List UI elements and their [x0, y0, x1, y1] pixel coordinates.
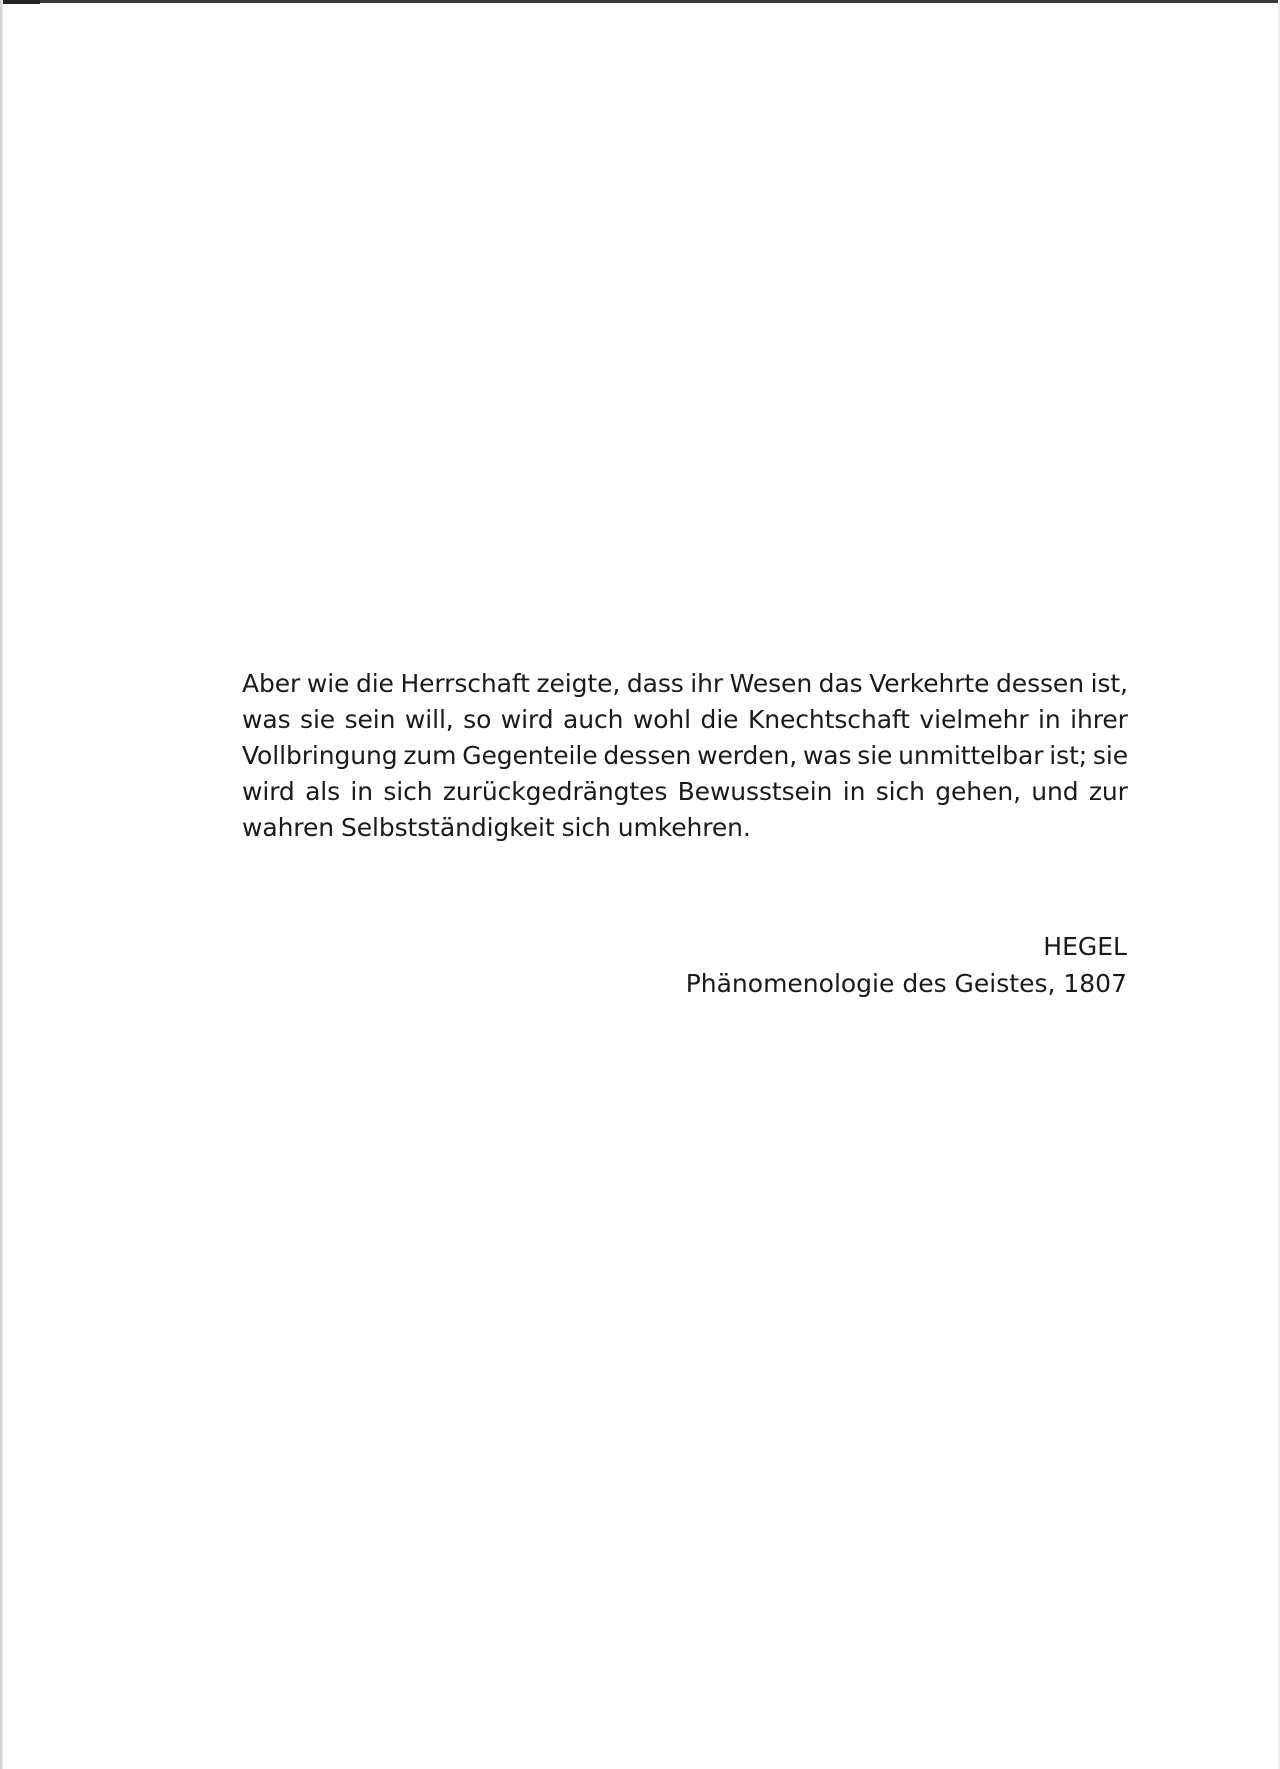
quote-word: sie: [1092, 741, 1128, 770]
quote-line: [242, 774, 1128, 810]
quote-word: was: [242, 705, 291, 734]
quote-word: wohl: [632, 705, 692, 734]
quote-word: zur: [1088, 777, 1128, 806]
quote-word: dessen: [996, 669, 1084, 698]
quote-word: ihr: [690, 669, 724, 698]
quote-word: die: [700, 705, 739, 734]
quote-word: in: [1038, 705, 1061, 734]
quote-word: gehen,: [935, 777, 1021, 806]
source-work: Phänomenologie des Geistes, 1807: [685, 969, 1127, 998]
quote-word: Knechtschaft: [747, 705, 910, 734]
quote-line: [242, 702, 1128, 738]
quote-word: werden,: [697, 741, 798, 770]
quote-word: sich: [561, 813, 611, 842]
quote-word: zum: [403, 741, 457, 770]
quote-word: wahren: [242, 813, 334, 842]
quote-word: will,: [404, 705, 454, 734]
quote-word: Verkehrte: [869, 669, 990, 698]
quote-word: in: [350, 777, 374, 806]
quote-word: so: [463, 705, 492, 734]
quote-line: [242, 666, 1128, 702]
quote-word: unmittelbar: [898, 741, 1044, 770]
quote-word: Aber: [242, 669, 301, 698]
quote-word: dessen: [603, 741, 692, 770]
quote-word: wird: [500, 705, 554, 734]
quote-word: Wesen: [729, 669, 813, 698]
left-page-edge: [0, 0, 3, 1769]
quote-word: Vollbringung: [242, 741, 398, 770]
top-edge-rule: [0, 0, 1280, 3]
top-edge-mark: [0, 0, 40, 4]
quote-word: Bewusstsein: [677, 777, 833, 806]
quote-word: sie: [300, 705, 336, 734]
quote-word: zurückgedrängtes: [442, 777, 668, 806]
quote-word: ist;: [1049, 741, 1088, 770]
quote-word: Herrschaft: [400, 669, 530, 698]
quote-word: Selbstständigkeit: [340, 813, 555, 842]
quote-attribution: [686, 928, 1127, 1002]
epigraph-quote: [242, 666, 1128, 846]
author-name: HEGEL: [1043, 932, 1127, 961]
quote-word: Gegenteile: [462, 741, 598, 770]
quote-line: [242, 738, 1128, 774]
quote-word: in: [842, 777, 866, 806]
quote-word: auch: [563, 705, 624, 734]
quote-word: ist,: [1090, 669, 1128, 698]
quote-word: das: [818, 669, 863, 698]
quote-word: wird: [242, 777, 295, 806]
quote-word: was: [802, 741, 852, 770]
quote-word: wie: [306, 669, 350, 698]
quote-word: sich: [383, 777, 433, 806]
quote-word: sie: [857, 741, 893, 770]
quote-word: sein: [344, 705, 396, 734]
quote-word: sich: [875, 777, 925, 806]
quote-word: ihrer: [1070, 705, 1128, 734]
quote-word: zeigte,: [536, 669, 621, 698]
quote-word: als: [305, 777, 341, 806]
quote-word: dass: [626, 669, 684, 698]
quote-word: die: [355, 669, 394, 698]
quote-line: [242, 810, 1128, 846]
quote-word: umkehren.: [617, 813, 751, 842]
quote-word: und: [1031, 777, 1079, 806]
quote-word: vielmehr: [919, 705, 1029, 734]
